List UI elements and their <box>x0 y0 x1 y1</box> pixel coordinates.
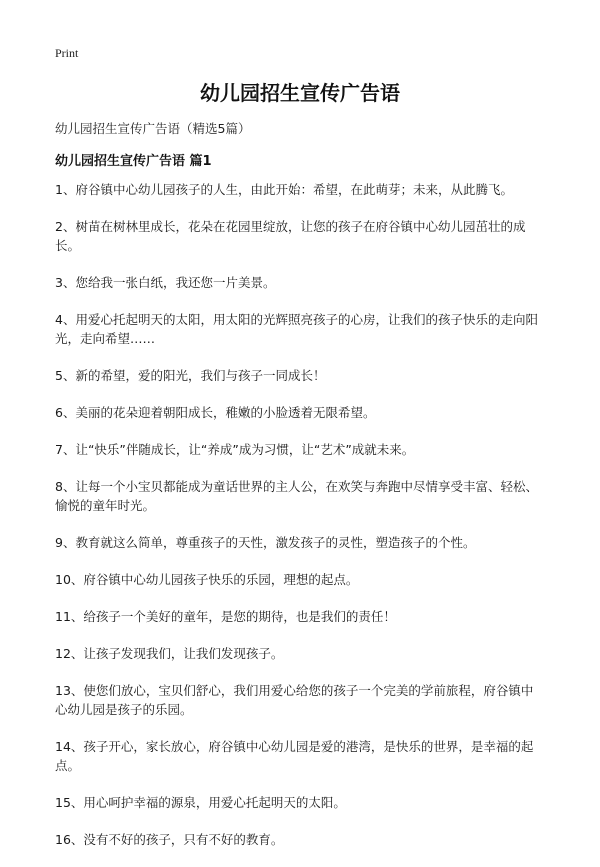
slogan-item: 11、给孩子一个美好的童年，是您的期待，也是我们的责任！ <box>55 609 396 624</box>
slogan-item: 3、您给我一张白纸，我还您一片美景。 <box>55 275 276 290</box>
slogan-item: 7、让“快乐”伴随成长，让“养成”成为习惯，让“艺术”成就未来。 <box>55 442 415 457</box>
slogan-item: 13、使您们放心，宝贝们舒心，我们用爱心给您的孩子一个完美的学前旅程，府谷镇中心幼儿园是孩子的乐园。 <box>55 683 534 717</box>
document-subtitle: 幼儿园招生宣传广告语（精选5篇） <box>55 121 251 136</box>
slogan-item: 8、让每一个小宝贝都能成为童话世界的主人公，在欢笑与奔跑中尽情享受丰富、轻松、愉悦的童年时光。 <box>55 479 538 513</box>
slogan-item: 6、美丽的花朵迎着朝阳成长，稚嫩的小脸透着无限希望。 <box>55 405 376 420</box>
slogan-item: 10、府谷镇中心幼儿园孩子快乐的乐园，理想的起点。 <box>55 572 359 587</box>
slogan-item: 1、府谷镇中心幼儿园孩子的人生，由此开始：希望，在此萌芽；未来，从此腾飞。 <box>55 182 513 197</box>
slogan-item: 16、没有不好的孩子，只有不好的教育。 <box>55 832 284 847</box>
slogan-item: 5、新的希望，爱的阳光，我们与孩子一同成长！ <box>55 368 326 383</box>
section-heading: 幼儿园招生宣传广告语 篇1 <box>55 154 212 169</box>
slogan-item: 4、用爱心托起明天的太阳，用太阳的光辉照亮孩子的心房，让我们的孩子快乐的走向阳光，走向希望…… <box>55 312 538 346</box>
slogan-item: 2、树苗在树林里成长，花朵在花园里绽放，让您的孩子在府谷镇中心幼儿园茁壮的成长。 <box>55 219 526 253</box>
slogan-item: 15、用心呵护幸福的源泉，用爱心托起明天的太阳。 <box>55 795 346 810</box>
page-title: 幼儿园招生宣传广告语 <box>200 81 400 105</box>
slogan-item: 14、孩子开心，家长放心，府谷镇中心幼儿园是爱的港湾，是快乐的世界，是幸福的起点。 <box>55 739 534 773</box>
print-link[interactable]: Print <box>55 46 79 60</box>
slogan-item: 12、让孩子发现我们，让我们发现孩子。 <box>55 646 284 661</box>
slogan-list <box>55 180 545 867</box>
slogan-item: 9、教育就这么简单，尊重孩子的天性，激发孩子的灵性，塑造孩子的个性。 <box>55 535 476 550</box>
